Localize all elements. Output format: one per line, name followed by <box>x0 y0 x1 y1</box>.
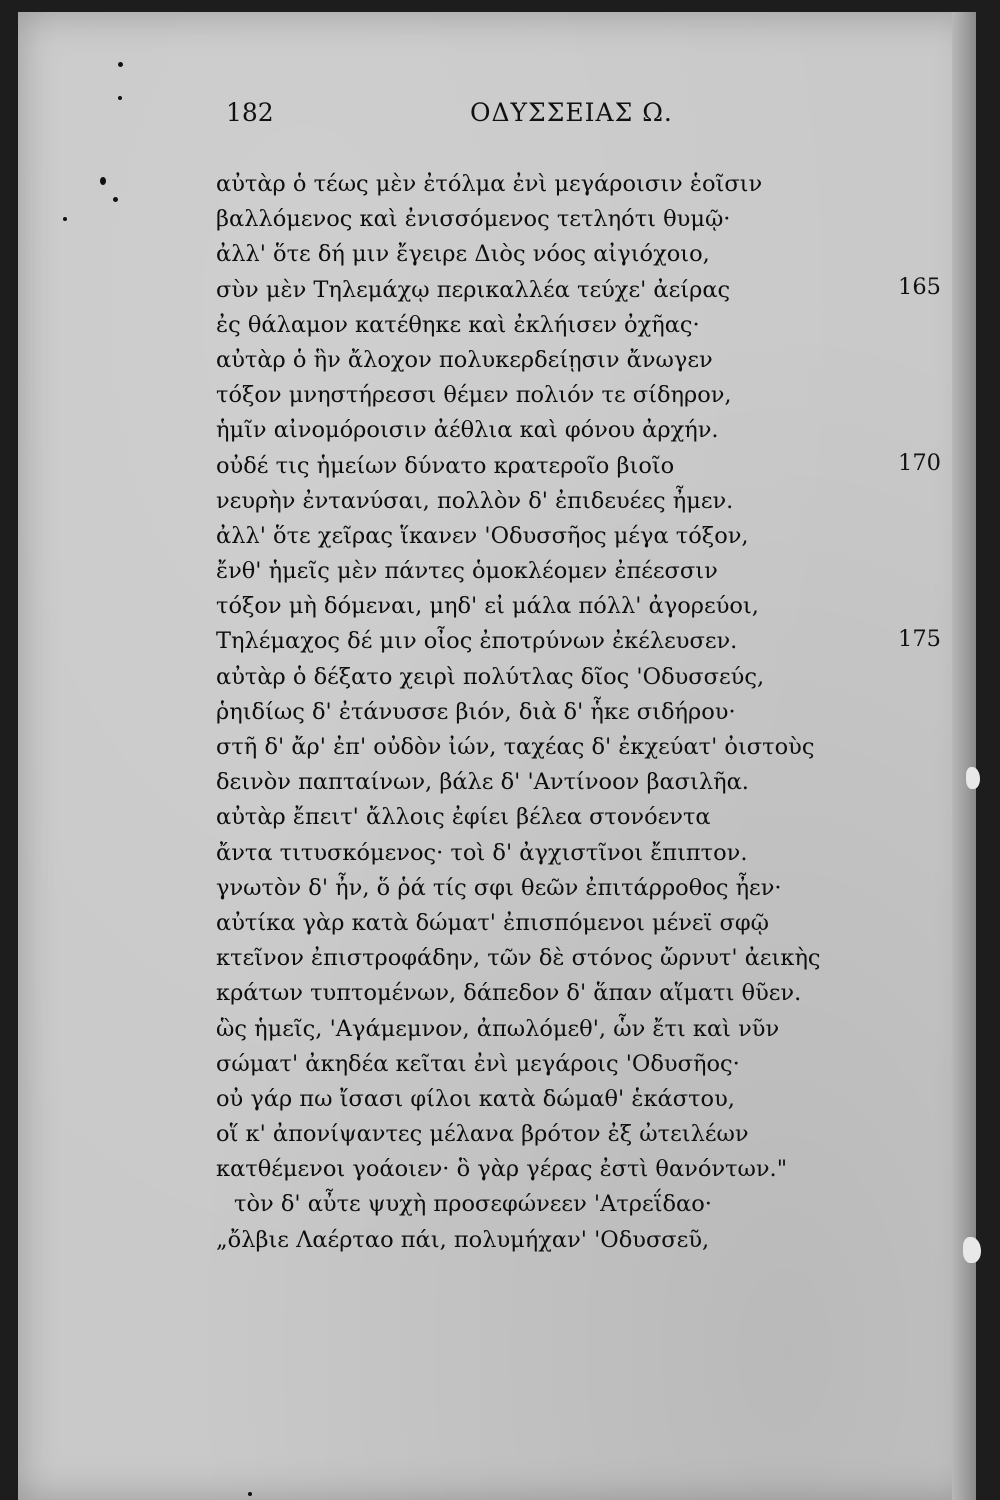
verse-line: στῆ δ' ἄρ' ἐπ' οὐδὸν ἰών, ταχέας δ' ἐκχεύατ' ὀιστοὺς <box>216 734 815 760</box>
paper-speck <box>113 197 118 202</box>
line-number: 175 <box>898 626 941 652</box>
paper-speck <box>100 177 106 185</box>
verse-line: αὐτὰρ ὁ δέξατο χειρὶ πολύτλας δῖος 'Οδυσσεύς, <box>216 663 765 690</box>
verse-line: σώματ' ἀκηδέα κεῖται ἐνὶ μεγάροις 'Οδυσῆος· <box>216 1050 740 1077</box>
verse-line: τὸν δ' αὖτε ψυχὴ προσεφώνεεν 'Ατρεΐδαο· <box>234 1191 712 1218</box>
page-tear-mark <box>963 1237 981 1263</box>
verse-line: οὐ γάρ πω ἴσασι φίλοι κατὰ δώμαθ' ἑκάστου, <box>216 1085 735 1112</box>
paper-speck <box>118 62 123 67</box>
verse-line: τόξον μνηστήρεσσι θέμεν πολιόν τε σίδηρον, <box>216 382 732 409</box>
verse-line: αὐτὰρ ἔπειτ' ἄλλοις ἐφίει βέλεα στονόεντα <box>216 804 711 831</box>
verse-line: ἄντα τιτυσκόμενος· τοὶ δ' ἀγχιστῖνοι ἔπιπτον. <box>216 839 748 866</box>
page-spine-edge <box>952 12 976 1500</box>
verse-line: οὐδέ τις ἡμείων δύνατο κρατεροῖο βιοῖο <box>216 452 675 479</box>
verse-line: οἵ κ' ἀπονίψαντες μέλανα βρότον ἐξ ὠτειλέων <box>216 1121 749 1148</box>
verse-line: „ὄλβιε Λαέρταο πάι, πολυμήχαν' 'Οδυσσεῦ, <box>216 1226 710 1253</box>
verse-line: κράτων τυπτομένων, δάπεδον δ' ἅπαν αἵματι θῦεν. <box>216 980 802 1007</box>
verse-block <box>216 167 836 1258</box>
page-header <box>18 98 976 128</box>
verse-line: ἐς θάλαμον κατέθηκε καὶ ἐκλήισεν ὀχῆας· <box>216 311 700 338</box>
verse-line: αὐτὰρ ὁ τέως μὲν ἐτόλμα ἐνὶ μεγάροισιν ἑοῖσιν <box>216 171 763 197</box>
verse-line: ἀλλ' ὅτε δή μιν ἔγειρε Διὸς νόος αἰγιόχοιο, <box>216 241 710 268</box>
verse-line: κατθέμενοι γοάοιεν· ὃ γὰρ γέρας ἐστὶ θανόντων." <box>216 1156 788 1183</box>
book-page <box>18 12 976 1500</box>
verse-line: τόξον μὴ δόμεναι, μηδ' εἰ μάλα πόλλ' ἀγορεύοι, <box>216 593 759 620</box>
verse-line: αὐτίκα γὰρ κατὰ δώματ' ἐπισπόμενοι μένεϊ σφῷ <box>216 909 770 936</box>
verse-line: ἔνθ' ἡμεῖς μὲν πάντες ὁμοκλέομεν ἐπέεσσιν <box>216 558 718 585</box>
line-number: 165 <box>898 274 941 300</box>
verse-line: γνωτὸν δ' ἦν, ὅ ῥά τίς σφι θεῶν ἐπιτάρροθος ἦεν· <box>216 874 782 901</box>
verse-line: Τηλέμαχος δέ μιν οἶος ἐποτρύνων ἐκέλευσεν. <box>216 628 738 655</box>
running-title: ΟΔΥΣΣΕΙΑΣ Ω. <box>470 98 673 127</box>
verse-line: κτεῖνον ἐπιστροφάδην, τῶν δὲ στόνος ὤρνυτ' ἀεικὴς <box>216 945 821 972</box>
paper-speck <box>118 96 122 100</box>
verse-line: δεινὸν παπταίνων, βάλε δ' 'Αντίνοον βασιλῆα. <box>216 769 749 796</box>
verse-line: σὺν μὲν Τηλεμάχῳ περικαλλέα τεύχε' ἀείρας <box>216 276 731 303</box>
verse-line: νευρὴν ἐντανύσαι, πολλὸν δ' ἐπιδευέες ἦμεν. <box>216 487 734 514</box>
verse-line: ῥηιδίως δ' ἐτάνυσσε βιόν, διὰ δ' ἧκε σιδήρου· <box>216 698 736 725</box>
page-number: 182 <box>226 98 274 127</box>
verse-line: ἡμῖν αἰνομόροισιν ἀέθλια καὶ φόνου ἀρχήν. <box>216 417 719 444</box>
verse-line: αὐτὰρ ὁ ἣν ἄλοχον πολυκερδείῃσιν ἄνωγεν <box>216 346 713 373</box>
paper-speck <box>248 1492 252 1496</box>
verse-line: ἀλλ' ὅτε χεῖρας ἵκανεν 'Οδυσσῆος μέγα τόξον, <box>216 522 749 549</box>
page-tear-mark <box>966 767 980 789</box>
paper-speck <box>63 217 67 221</box>
verse-line: βαλλόμενος καὶ ἐνισσόμενος τετληότι θυμῷ· <box>216 206 731 233</box>
verse-line: ὣς ἡμεῖς, 'Αγάμεμνον, ἀπωλόμεθ', ὧν ἔτι καὶ νῦν <box>216 1015 780 1042</box>
line-number: 170 <box>898 450 941 476</box>
